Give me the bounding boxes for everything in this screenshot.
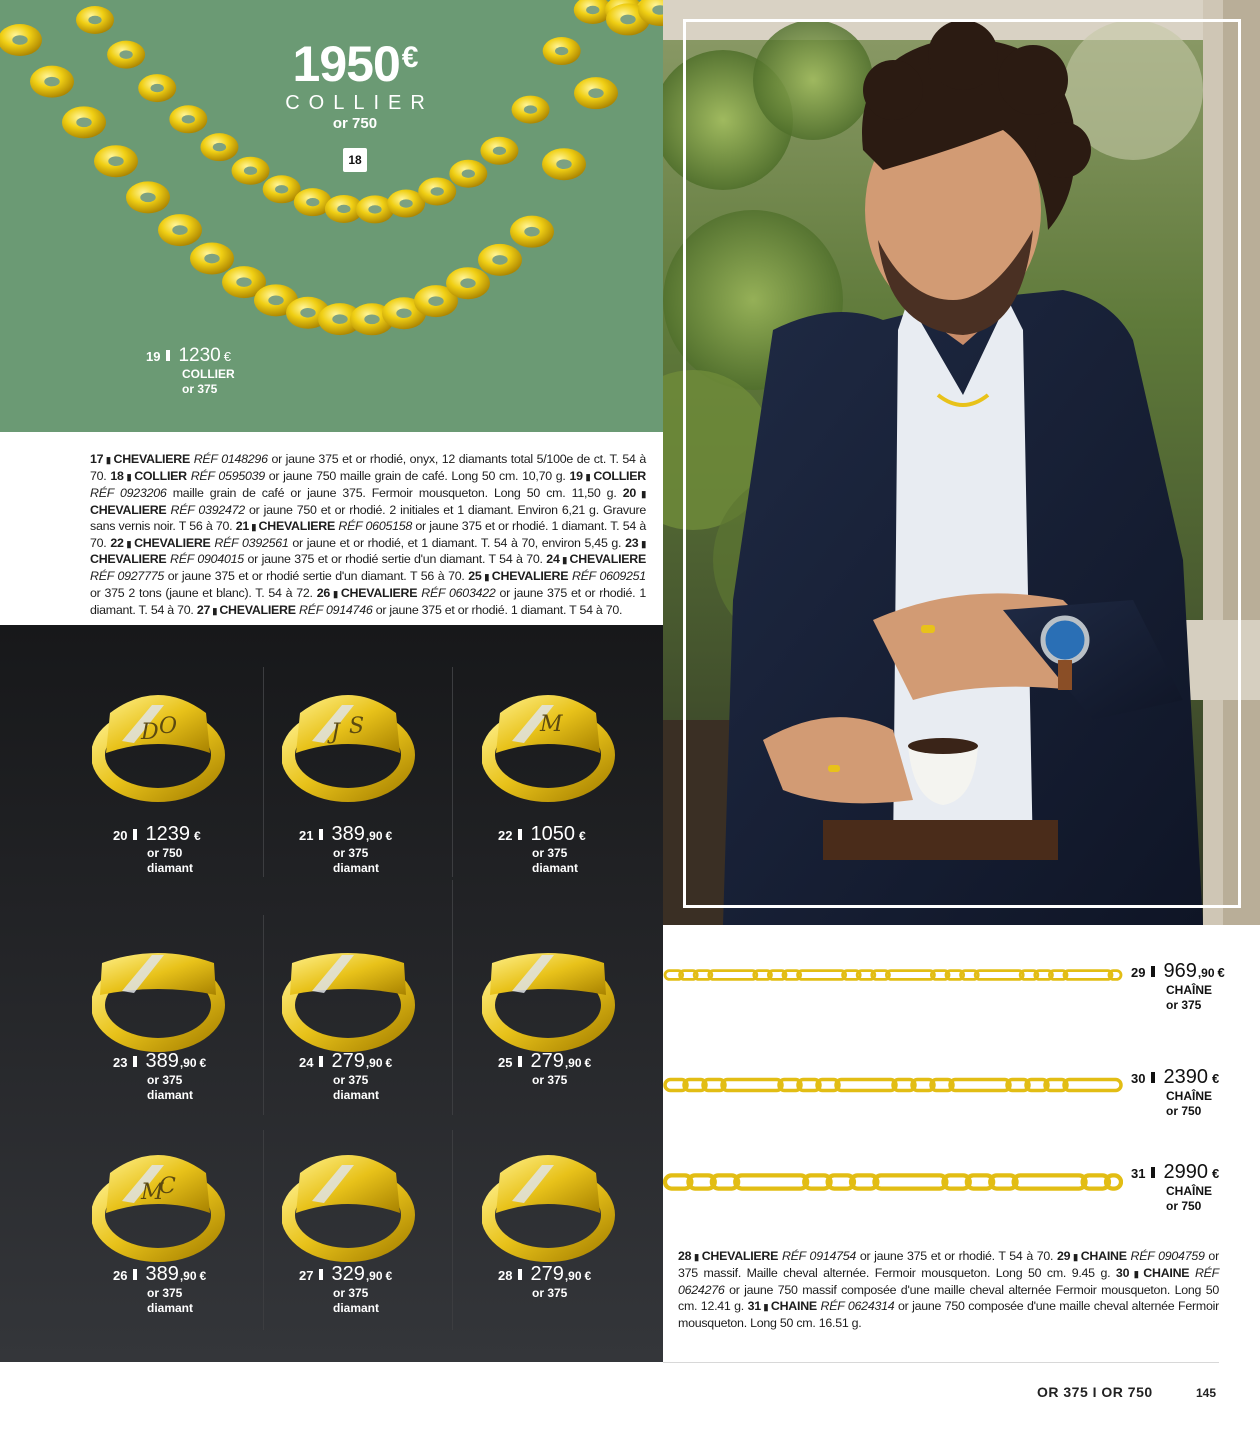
ring-price [299,1263,392,1316]
price-decimals: ,90 [564,1056,582,1070]
item-reference: RÉF 0904759 [1130,1249,1205,1263]
ring-image [282,1143,417,1263]
price-amount: 389 [145,1050,179,1072]
chain-type: CHAÎNE [1166,1089,1213,1103]
ring-engraving: C [159,1174,176,1199]
rings-panel [0,625,663,1362]
price-amount: 1050 [530,823,575,845]
item-reference: RÉF 0914746 [298,603,373,618]
footer-section-title: OR 375 I OR 750 [1037,1384,1153,1400]
necklace-link-hole [524,227,539,237]
item-number: 31 [1131,1166,1146,1181]
necklace-link-hole [492,255,507,265]
necklace-link-hole [493,147,506,155]
ring-image [282,683,417,803]
ring-engraving: M [540,712,563,737]
necklace-link-hole [88,16,101,24]
price-18-amount: 1950 [292,36,400,92]
item-number: 26 [316,586,331,601]
ring-engraving: O [159,714,178,739]
item-details: or jaune 750 massif composée d'une maille cheval alternée Fermoir mousqueton. Long 50 cm. 12.41 g. [678,1282,1219,1313]
necklace-panel [0,0,663,432]
chain-link [886,971,934,980]
item-number: 26 [113,1268,128,1283]
item-number: 17 [90,452,104,466]
price-currency: € [199,1056,207,1070]
ring-stone: diamant [147,1301,194,1315]
item-name: COLLIER [593,468,646,483]
price-decimals: ,90 [564,1269,582,1283]
price-amount: 389 [331,823,365,845]
ring-product[interactable] [482,683,652,803]
price-amount: 969 [1163,960,1197,982]
item-number: 19 [146,349,161,364]
ring-metal: or 375 [147,1073,183,1087]
necklace-link-hole [462,170,475,178]
description-item-title: 19 ▮ COLLIER [569,468,646,483]
price-currency: € [1211,1071,1220,1086]
chain-link [950,1080,1010,1091]
ring-stone: diamant [147,861,194,875]
ring-image [482,933,617,1053]
item-reference: RÉF 0148296 [193,452,268,466]
ring-price [113,1050,206,1103]
item-name: CHEVALIERE [491,569,569,584]
ring-product[interactable] [482,933,652,1053]
item-number: 30 [1131,1071,1146,1086]
price-amount: 2390 [1163,1066,1208,1088]
description-item [197,603,622,617]
ring-metal: or 375 [333,1073,369,1087]
ring-metal: or 375 [147,1286,183,1300]
item-number: 27 [196,603,211,618]
price-currency: € [1211,1166,1220,1181]
item-number: 31 [747,1298,761,1313]
ring-image [482,1143,617,1263]
chain-image [663,1162,1123,1202]
chain-link [975,971,1023,980]
price-currency: € [584,1269,592,1283]
necklace-link-hole [364,315,379,325]
chain-type: CHAÎNE [1166,983,1213,997]
price-18-metal: or 750 [332,115,378,132]
price-19-currency: € [223,349,231,364]
ring-product[interactable] [482,1143,652,1263]
ring-product[interactable] [92,1143,262,1263]
price-currency: € [1217,965,1225,980]
necklace-link-hole [213,143,226,151]
ring-stone: diamant [333,1301,380,1315]
price-amount: 389 [145,1263,179,1285]
ring-product[interactable] [282,933,452,1053]
ring-price [113,823,201,876]
description-item [678,1249,1057,1263]
price-amount: 1239 [145,823,190,845]
chain-type: CHAÎNE [1166,1184,1213,1198]
chain-product[interactable] [663,1065,1123,1105]
ring-product[interactable] [282,683,452,803]
item-reference: RÉF 0609251 [571,569,646,584]
price-amount: 279 [530,1050,564,1072]
price-currency: € [385,829,393,843]
necklace-link-hole [244,167,257,175]
necklace-link-hole [337,205,350,213]
item-name: CHEVALIERE [90,502,167,517]
ring-metal: or 375 [532,1286,568,1300]
price-18 [240,30,470,134]
description-item-title: 23 ▮ CHEVALIERE [90,535,646,567]
description-item-title: 28 ▮ CHEVALIERE [678,1249,779,1263]
chain-link [735,1175,807,1188]
item-name: CHEVALIERE [113,452,190,466]
chain-link [836,1080,896,1091]
ring-engraving: D [141,720,159,745]
price-currency: € [578,829,586,843]
chain-image [663,955,1123,995]
ring-face [296,695,400,753]
item-name: CHAINE [770,1298,817,1313]
item-name: CHEVALIERE [701,1249,779,1263]
ring-product[interactable] [92,683,262,803]
item-number: 27 [299,1268,314,1283]
item-details: or jaune 375 et or rhodié, onyx, 12 diamants total 5/100e de ct. T. 54 à 70. [90,452,646,483]
chain-image [663,1065,1123,1105]
chain-metal: or 750 [1166,1104,1202,1118]
price-19-type: COLLIER [182,367,235,381]
item-details: or jaune 750 et or rhodié. 2 initiales et 1 diamant. Environ 6,21 g. Gravure sans vernis noir. T 56 à 70. [90,502,646,533]
description-item-title: 18 ▮ COLLIER [110,468,187,483]
ring-image [482,683,617,803]
item-reference: RÉF 0595039 [190,468,265,483]
chain-price [1131,1066,1219,1119]
price-19-amount: 1230 [178,345,221,366]
chain-link [1014,1175,1086,1188]
item-details: or jaune 750 maille grain de café. Long 50 cm. 10,70 g. [268,468,566,483]
ring-stone: diamant [333,861,380,875]
ring-price [299,1050,392,1103]
necklace-link-hole [44,77,59,87]
ring-face [296,1155,400,1213]
photo-frame [683,19,1241,908]
item-number: 24 [299,1055,314,1070]
chain-metal: or 375 [1166,998,1202,1012]
item-name: COLLIER [134,468,187,483]
item-details: or jaune 375 et or rhodié. 1 diamant. T 54 à 70. [375,603,623,618]
chain-link [709,971,757,980]
price-decimals: ,90 [1197,966,1215,980]
item-reference: RÉF 0392472 [170,502,245,517]
item-number: 22 [498,828,513,843]
price-currency: € [385,1056,393,1070]
description-item-title: 30 ▮ CHAINE [1115,1265,1190,1280]
description-item-title: 20 ▮ CHEVALIERE [90,485,646,517]
item-name: CHEVALIERE [134,535,211,550]
description-item-title: 25 ▮ CHEVALIERE [468,569,569,584]
ring-price [498,823,586,876]
ring-product[interactable] [92,933,262,1053]
item-number: 24 [546,552,560,567]
item-details: or jaune et or rhodié, et 1 diamant. T. 54 à 70, environ 5,45 g. [292,535,622,550]
chain-link [1064,971,1112,980]
item-number-badge: 18 [343,148,367,172]
item-reference: RÉF 0624276 [678,1265,1219,1297]
necklace-link-hole [268,296,283,306]
chain-product[interactable] [663,955,1123,995]
item-name: CHEVALIERE [219,603,296,618]
description-item-title: 26 ▮ CHEVALIERE [316,586,418,601]
necklace-link-hole [12,35,27,45]
necklace-link-hole [399,199,412,207]
price-19 [146,345,235,397]
item-number: 18 [110,468,124,483]
description-item-title: 27 ▮ CHEVALIERE [196,603,296,618]
price-decimals: ,90 [365,1269,383,1283]
item-reference: RÉF 0603422 [421,586,496,601]
item-number: 23 [113,1055,128,1070]
ring-image [92,933,227,1053]
ring-engraving: M [141,1180,164,1205]
necklace-link-hole [368,205,381,213]
product-descriptions-bottom [678,1249,1219,1332]
item-number: 25 [498,1055,513,1070]
item-reference: RÉF 0914754 [781,1249,857,1263]
necklace-link-hole [588,88,603,98]
item-number: 19 [569,468,583,483]
ring-image [282,933,417,1053]
item-number: 20 [622,485,637,500]
footer-divider [663,1362,1219,1363]
necklace-link-hole [119,50,132,58]
necklace-link-hole [620,15,635,25]
item-number: 29 [1057,1249,1071,1263]
item-number: 21 [235,518,249,533]
ring-image [92,683,227,803]
ring-engraving: J [331,720,340,745]
chain-product[interactable] [663,1162,1123,1202]
item-details: or 375 2 tons (jaune et blanc). T. 54 à 72. [90,586,313,601]
chain-price [1131,960,1225,1013]
item-reference: RÉF 0392561 [214,535,289,550]
necklace-link-hole [108,156,123,166]
price-18-currency: € [401,41,418,74]
item-details: or jaune 375 et or rhodié sertie d'un diamant. T 56 à 70. [167,569,465,584]
item-number: 28 [678,1249,692,1263]
item-details: or jaune 750 composée d'une maille cheval alternée Fermoir mousqueton. Long 50 cm. 16.51 g. [678,1298,1219,1330]
price-19-metal: or 375 [182,382,218,396]
page-number: 145 [1196,1386,1217,1400]
item-number: 21 [299,828,314,843]
price-decimals: ,90 [365,829,383,843]
necklace-link-hole [140,193,155,203]
necklace-link-hole [151,84,164,92]
necklace-link-hole [396,308,411,318]
chain-link [722,1080,782,1091]
item-name: CHEVALIERE [90,552,167,567]
item-reference: RÉF 0927775 [90,569,164,584]
description-item [678,1299,1219,1330]
necklace-link-hole [204,254,219,264]
item-details: or jaune 375 et or rhodié. T 54 à 70. [859,1249,1054,1263]
ring-price [299,823,392,876]
price-decimals: ,90 [365,1056,383,1070]
item-number: 30 [1115,1265,1130,1280]
ring-face [496,1155,600,1213]
description-item [110,469,569,483]
ring-metal: or 375 [333,846,369,860]
chain-link [1064,1080,1121,1091]
item-number: 23 [625,535,639,550]
chain-metal: or 750 [1166,1199,1202,1213]
price-currency: € [385,1269,393,1283]
item-details: or jaune 375 et or rhodié. 1 diamant. T. 54 à 70. [90,518,646,550]
ring-engraving: S [349,714,365,739]
item-name: CHAINE [1143,1265,1190,1280]
ring-metal: or 375 [532,1073,568,1087]
item-number: 29 [1131,965,1146,980]
item-number: 25 [468,569,482,584]
chain-price [1131,1161,1219,1214]
necklace-link-hole [300,308,315,318]
necklace-link-hole [556,159,571,169]
item-number: 20 [113,828,128,843]
necklace-link-hole [555,47,568,55]
description-item-title: 29 ▮ CHAINE [1057,1249,1127,1263]
ring-price [498,1263,591,1301]
price-decimals: ,90 [179,1056,197,1070]
necklace-link-hole [236,277,251,287]
price-currency: € [584,1056,592,1070]
description-item-title: 21 ▮ CHEVALIERE [235,518,335,533]
ring-stone: diamant [532,861,579,875]
ring-product[interactable] [282,1143,452,1263]
chain-link [798,971,846,980]
item-details: or jaune 375 et or rhodié sertie d'un diamant. T 54 à 70. [247,552,543,567]
price-18-type: COLLIER [285,92,434,114]
necklace-link-hole [306,198,319,206]
item-name: CHEVALIERE [569,552,646,567]
ring-price [113,1263,206,1316]
necklace-link-hole [524,105,537,113]
necklace-link-hole [586,6,599,14]
item-details: maille grain de café or jaune 375. Fermoir mousqueton. Long 50 cm. 11,50 g. [172,485,617,500]
item-details: or 375 massif. Maille cheval alternée. Fermoir mousqueton. Long 50 cm. 9.45 g. [678,1249,1219,1280]
necklace-link-hole [431,187,444,195]
ring-stone: diamant [333,1088,380,1102]
ring-image [92,1143,227,1263]
necklace-link-hole [332,314,347,324]
price-decimals: ,90 [179,1269,197,1283]
item-reference: RÉF 0923206 [90,485,167,500]
chain-link [874,1175,946,1188]
price-amount: 279 [530,1263,564,1285]
item-number: 22 [110,535,124,550]
necklace-link-hole [460,278,475,288]
item-number: 28 [498,1268,513,1283]
item-name: CHAINE [1080,1249,1127,1263]
price-amount: 279 [331,1050,365,1072]
necklace-link-hole [76,118,91,128]
description-item-title: 17 ▮ CHEVALIERE [90,452,190,466]
description-item [110,536,625,550]
description-item-title: 22 ▮ CHEVALIERE [110,535,211,550]
necklace-link-hole [428,296,443,306]
description-item-title: 31 ▮ CHAINE [747,1298,817,1313]
necklace-link-hole [172,225,187,235]
ring-metal: or 375 [532,846,568,860]
necklace-link-hole [275,185,288,193]
price-currency: € [193,829,201,843]
ring-price [498,1050,591,1088]
item-reference: RÉF 0605158 [338,518,413,533]
ring-metal: or 750 [147,846,183,860]
item-reference: RÉF 0624314 [820,1298,895,1313]
product-descriptions-top [90,452,646,620]
price-amount: 329 [331,1263,365,1285]
item-name: CHEVALIERE [258,518,335,533]
necklace-link-hole [182,115,195,123]
ring-stone: diamant [147,1088,194,1102]
description-item-title: 24 ▮ CHEVALIERE [546,552,646,567]
price-amount: 2990 [1163,1161,1208,1183]
item-name: CHEVALIERE [340,586,418,601]
ring-metal: or 375 [333,1286,369,1300]
item-reference: RÉF 0904015 [170,552,244,567]
item-details: or jaune 375 et or rhodié. 1 diamant. T. 54 à 70. [90,586,646,618]
price-currency: € [199,1269,207,1283]
